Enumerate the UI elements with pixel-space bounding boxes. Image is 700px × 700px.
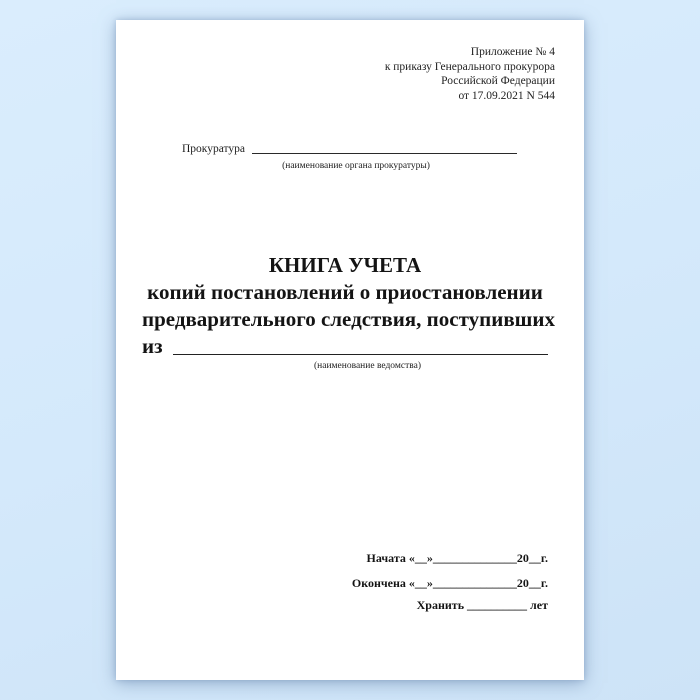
prosecutor-line (182, 142, 517, 156)
prosecutor-blank-line (252, 153, 517, 154)
annex-line-4: от 17.09.2021 N 544 (458, 89, 555, 102)
annex-line-3: Российской Федерации (441, 75, 555, 87)
department-line (142, 333, 548, 360)
annex-line-1: Приложение № 4 (470, 46, 555, 58)
title-line-2: копий постановлений о приостановлении (147, 280, 543, 304)
prosecutor-line-caption: (наименование органа прокуратуры) (282, 161, 430, 171)
document-page (116, 20, 584, 680)
annex-line-2: к приказу Генерального прокурора (384, 60, 555, 73)
title-block (142, 252, 555, 372)
started-line: Начата «__»______________20__г. (366, 551, 548, 565)
title-line-3: предварительного следствия, поступивших (142, 307, 555, 331)
keep-line: Хранить __________ лет (416, 598, 548, 612)
prosecutor-label: Прокуратура (182, 143, 246, 155)
annex-reference (385, 45, 555, 103)
department-blank-line (173, 354, 548, 355)
from-prefix: из (142, 334, 163, 358)
finished-line: Окончена «__»______________20__г. (351, 576, 548, 590)
title-line-1: КНИГА УЧЕТА (268, 253, 422, 277)
footer-block (352, 551, 548, 612)
department-caption: (наименование ведомства) (314, 361, 421, 371)
